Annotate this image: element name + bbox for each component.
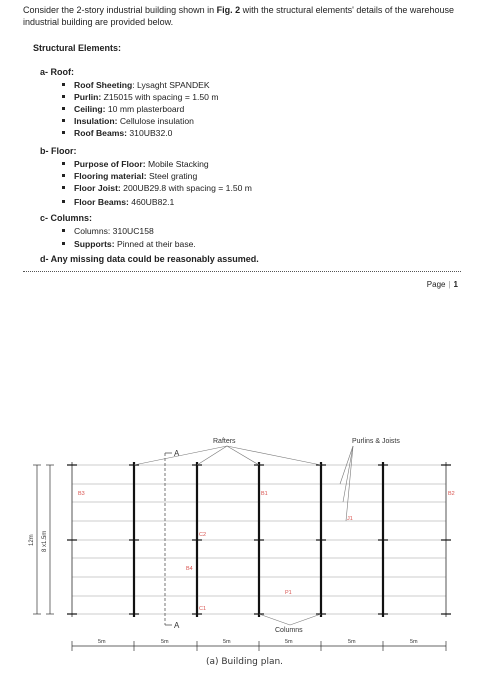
bay-label: 5m (98, 639, 106, 645)
list-item: Purlin: Z15015 with spacing = 1.50 m (62, 92, 219, 103)
bay-label: 5m (348, 639, 356, 645)
columns-leaders (259, 614, 321, 625)
label-b4: B4 (186, 566, 193, 572)
group-columns-label: c- Columns: (40, 213, 93, 223)
columns-label: Columns (275, 627, 303, 634)
group-roof-label: a- Roof: (40, 67, 74, 77)
note-d: d- Any missing data could be reasonably assumed. (40, 254, 259, 264)
page-number: Page | 1 (426, 280, 458, 289)
intro-text-1: Consider the 2-story industrial building shown in (23, 5, 217, 15)
bay-label: 5m (161, 639, 169, 645)
label-b2: B2 (448, 491, 455, 497)
list-item: Flooring material: Steel grating (62, 171, 197, 182)
bay-label: 5m (223, 639, 231, 645)
list-item: Columns: 310UC158 (62, 226, 154, 237)
overall-dimension-label: 12m (29, 534, 35, 546)
purlins-leaders (340, 446, 353, 521)
section-label-bottom: A (174, 621, 180, 630)
section-cut (165, 453, 172, 625)
list-item: Floor Beams: 460UB82.1 (62, 197, 174, 208)
bay-label: 5m (285, 639, 293, 645)
label-p1: P1 (285, 590, 292, 596)
list-item: Floor Joist: 200UB29.8 with spacing = 1.50 m (62, 183, 252, 194)
intro-text-2: with the structural elements' details of the warehouse industrial building are provided below. (23, 5, 454, 27)
label-b3: B3 (78, 491, 85, 497)
bay-label: 5m (410, 639, 418, 645)
list-item: Supports: Pinned at their base. (62, 239, 196, 250)
label-j1: J1 (347, 516, 353, 522)
figure-caption: (a) Building plan. (205, 657, 284, 667)
list-item: Insulation: Cellulose insulation (62, 116, 194, 127)
section-title: Structural Elements: (33, 43, 122, 53)
list-item: Roof Sheeting: Lysaght SPANDEK (62, 80, 210, 91)
list-item: Ceiling: 10 mm plasterboard (62, 104, 184, 115)
horizontal-dimensions (72, 641, 446, 651)
rafters-leaders (134, 446, 321, 465)
label-b1: B1 (261, 491, 268, 497)
spacing-dimension-label: 8 x1.5m (42, 530, 48, 552)
purlins-joists-label: Purlins & Joists (352, 438, 400, 445)
list-item: Purpose of Floor: Mobile Stacking (62, 159, 209, 170)
figure-reference: Fig. 2 (216, 5, 241, 15)
group-floor-label: b- Floor: (40, 146, 77, 156)
rafters-label: Rafters (213, 438, 236, 445)
label-c1: C1 (199, 606, 207, 612)
list-item: Roof Beams: 310UB32.0 (62, 128, 172, 139)
section-label-top: A (174, 449, 180, 458)
label-c2: C2 (199, 532, 207, 538)
